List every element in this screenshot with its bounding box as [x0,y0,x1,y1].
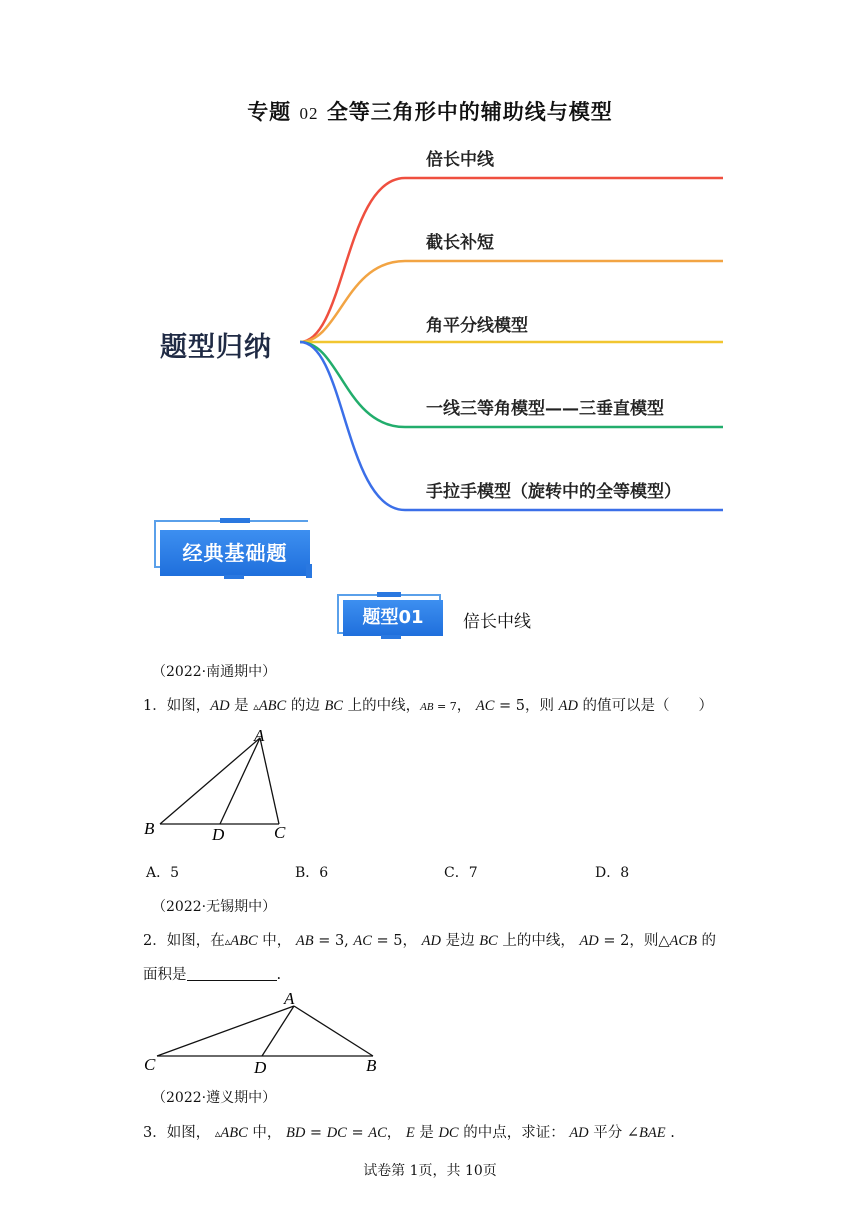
type-label: 倍长中线 [463,612,531,632]
question-1-figure [140,724,320,846]
answer-blank[interactable] [187,966,277,981]
fig1-label-d: D [212,825,225,844]
section-badge: 经典基础题 [154,520,310,578]
fig1-label-a: A [254,726,265,745]
fig2-label-b: B [366,1056,377,1075]
mindmap-branch-3: 角平分线模型 [426,316,528,336]
page-footer: 试卷第 1页，共 10页 [363,1163,497,1179]
fig1-label-b: B [144,819,155,838]
mindmap-branch-2: 截长补短 [426,233,494,253]
question-1-source: （2022·南通期中） [152,664,277,680]
option-a: A．5 [146,865,180,881]
mindmap-branch-1: 倍长中线 [426,150,494,170]
mindmap-branch-4: 一线三等角模型——三垂直模型 [426,399,664,419]
option-d: D．8 [595,865,630,881]
mindmap-root: 题型归纳 [160,332,272,363]
option-c: C．7 [444,865,478,881]
question-2-text: 2．如图，在▵ABC 中， AB = 3, AC = 5， AD 是边 BC 上的中线， AD = 2，则△ACB 的 [143,933,717,949]
type-badge: 题型01 [337,594,445,640]
mindmap-connectors [0,0,860,560]
question-3-source: （2022·遵义期中） [152,1090,277,1106]
fig2-label-c: C [144,1055,156,1074]
page-title: 专题 02 全等三角形中的辅助线与模型 [247,100,613,124]
mindmap-branch-5: 手拉手模型（旋转中的全等模型） [426,482,681,502]
fig2-label-d: D [254,1058,267,1077]
question-2-text-line2: 面积是 . [143,967,282,983]
fig1-label-c: C [274,823,286,842]
question-3-text: 3．如图， ▵ABC 中， BD = DC = AC， E 是 DC 的中点，求证： AD 平分 ∠BAE . [143,1125,675,1141]
fig2-label-a: A [284,990,295,1008]
question-2-source: （2022·无锡期中） [152,899,277,915]
question-1-text: 1．如图，AD 是 ▵ABC 的边 BC 上的中线，AB = 7， AC = 5，则 AD 的值可以是（ ） [143,698,714,714]
question-2-figure [140,990,390,1078]
option-b: B．6 [295,865,329,881]
